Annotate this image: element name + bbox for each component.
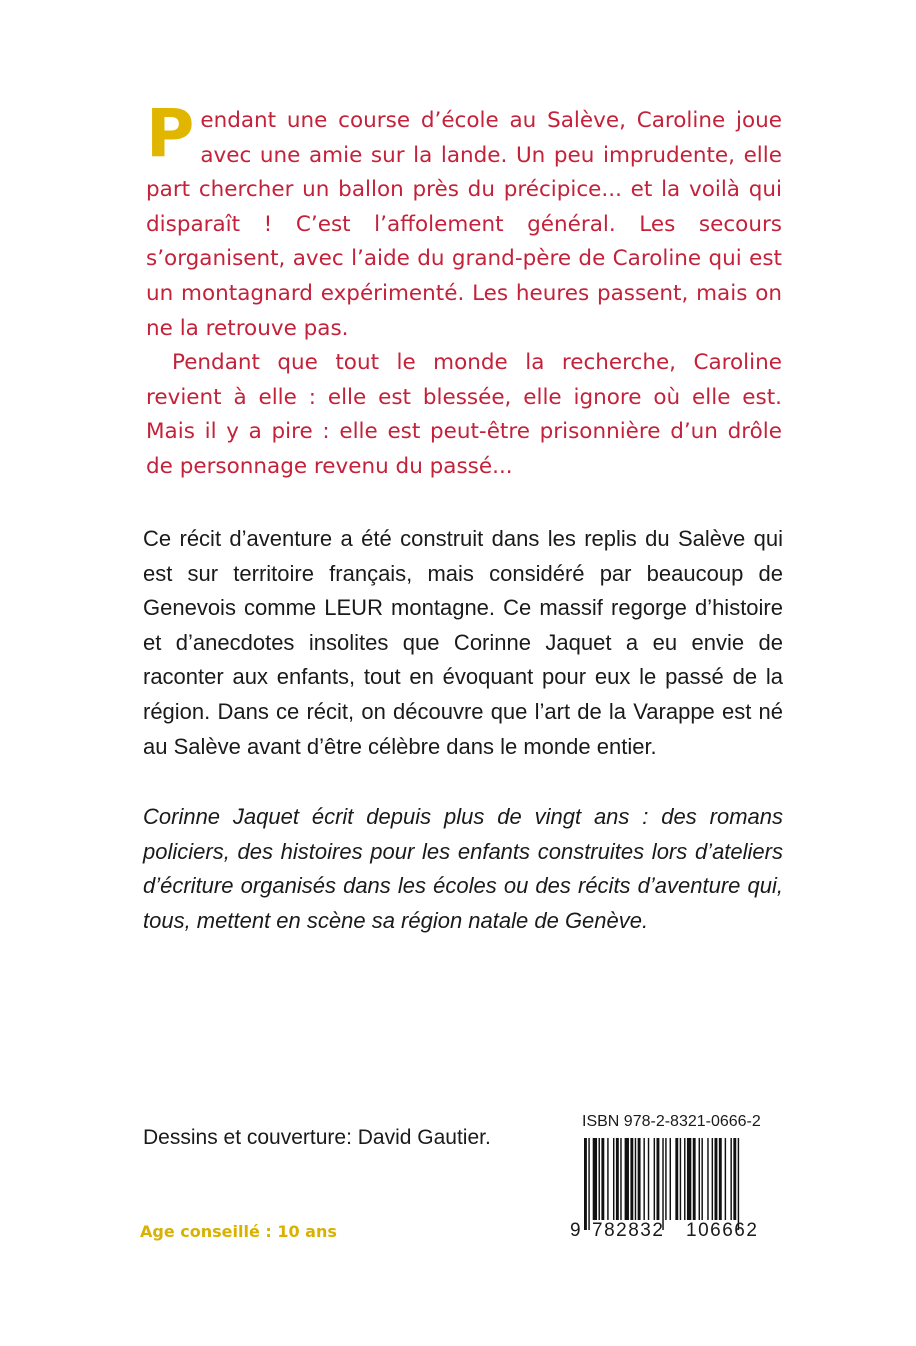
barcode-bar: [712, 1138, 713, 1220]
barcode-bar: [607, 1138, 608, 1220]
barcode-bar: [657, 1138, 660, 1220]
barcode-bar: [625, 1138, 629, 1220]
barcode-bar: [733, 1138, 736, 1220]
barcode-bar: [687, 1138, 691, 1220]
summary-blurb: [146, 95, 782, 485]
barcode-bar: [719, 1138, 722, 1220]
barcode-bar: [680, 1138, 681, 1220]
barcode-bar: [662, 1138, 663, 1230]
barcode-bar: [638, 1138, 641, 1220]
barcode-bar: [684, 1138, 685, 1220]
barcode-digits-left: 782832: [592, 1220, 665, 1241]
barcode-bar: [643, 1138, 644, 1220]
barcode-bar: [675, 1138, 678, 1220]
author-bio: Corinne Jaquet écrit depuis plus de vingt ans : des romans policiers, des histoires pour les enfants construites lors d’ateliers d’écriture organisés dans les écoles ou des récits d’aventure qui, tous, mettent en scène sa région natale de Genève.: [143, 804, 783, 933]
barcode-digit-first: 9: [570, 1220, 581, 1241]
barcode-bar: [601, 1138, 604, 1220]
barcode-digits-right: 106662: [686, 1220, 759, 1241]
barcode-bar: [738, 1138, 739, 1230]
about-paragraph: Ce récit d’aventure a été construit dans les replis du Salève qui est sur territoire français, mais considéré par beaucoup de Genevois comme LEUR montagne. Ce massif regorge d’histoire et d’anecdotes insolites que Corinne Jaquet a eu envie de raconter aux enfants, tout en évoquant pour eux le passé de la région. Dans ce récit, on découvre que l’art de la Varappe est né au Salève avant d’être célèbre dans le monde entier.: [143, 526, 783, 759]
barcode-bar: [730, 1138, 731, 1220]
drop-cap: P: [146, 95, 195, 172]
recommended-age: Age conseillé : 10 ans: [140, 1222, 337, 1241]
barcode-bar: [654, 1138, 655, 1220]
isbn-barcode: [568, 1112, 782, 1252]
barcode-bar: [725, 1138, 726, 1220]
illustration-credits: Dessins et couverture: David Gautier.: [143, 1126, 491, 1149]
barcode-bar: [699, 1138, 700, 1220]
summary-paragraph-2: Pendant que tout le monde la recherche, Caroline revient à elle : elle est blessée, elle ignore où elle est. Mais il y a pire : elle est peut-être prisonnière d’un drôle de personnage revenu du passé...: [146, 350, 782, 479]
barcode-bar: [613, 1138, 614, 1220]
barcode-bar: [701, 1138, 702, 1220]
barcode-bar: [635, 1138, 636, 1220]
summary-paragraph-1: [146, 95, 782, 346]
barcode-bar: [620, 1138, 621, 1220]
summary-paragraph-1-text: endant une course d’école au Salève, Caroline joue avec une amie sur la lande. Un peu imprudente, elle part chercher un ballon près du précipice... et la voilà qui disparaît ! C’est l’affolement général. Les secours s’organisent, avec l’aide du grand-père de Caroline qui est un montagnard expérimenté. Les heures passent, mais on ne la retrouve pas.: [146, 108, 782, 341]
barcode-bar: [588, 1138, 589, 1230]
barcode-bar: [630, 1138, 633, 1220]
barcode-bar: [584, 1138, 587, 1230]
barcode-bar: [665, 1138, 666, 1220]
barcode-bar: [693, 1138, 696, 1220]
barcode-bars: [568, 1138, 782, 1230]
barcode-bar: [715, 1138, 718, 1220]
barcode-bar: [593, 1138, 597, 1220]
barcode-bar: [670, 1138, 671, 1220]
barcode-bar: [648, 1138, 649, 1220]
barcode-bar: [599, 1138, 600, 1220]
barcode-bar: [616, 1138, 619, 1220]
isbn-label: ISBN 978-2-8321-0666-2: [582, 1113, 761, 1130]
barcode-bar: [707, 1138, 708, 1220]
